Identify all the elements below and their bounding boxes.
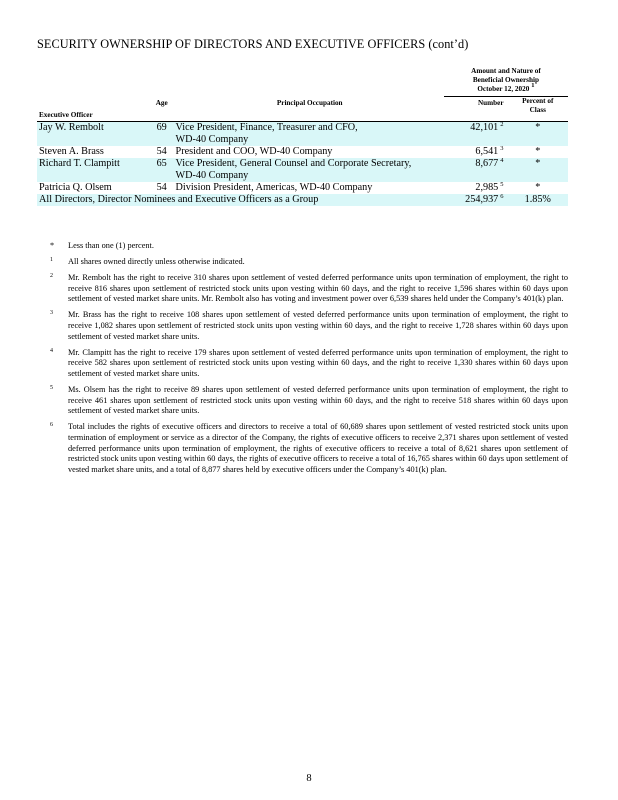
footnote-marker: 5 <box>50 385 53 392</box>
footnote-text: Total includes the rights of executive officers and directors to receive a total of 60,689 shares upon settlement of vested restricted stock units upon termination of employment or service as a director of the Company, the rights of executive officers to receive 2,371 shares upon settlement of vested deferred performance units upon termination of employment, the rights of executive officers to receive a total of 8,621 shares upon settlement of restricted stock units upon vesting within 60 days, the rights of executive officers to receive a total of 16,765 shares within 60 days upon settlement of vested market share units, and a total of 8,877 shares held by executive officers under the Company’s 401(k) plan. <box>68 422 568 474</box>
col-percent-of-class: Percent of Class <box>508 97 568 122</box>
col-executive-officer: Executive Officer <box>37 97 148 122</box>
total-label: All Directors, Director Nominees and Executive Officers as a Group <box>37 194 444 206</box>
footnote <box>50 310 568 342</box>
footnote-text: Mr. Brass has the right to receive 108 shares upon settlement of vested deferred performance units upon termination of employment, the right to receive 1,082 shares upon settlement of restricted stock units upon vesting within 60 days, and the right to receive 1,728 shares within 60 days upon settlement of vested market share units. <box>68 310 568 341</box>
footnote-text: All shares owned directly unless otherwise indicated. <box>68 257 245 267</box>
table-row <box>37 158 568 182</box>
shares-number: 8,677 $^4$ <box>444 158 508 182</box>
officer-age: 54 <box>156 145 167 157</box>
footnote-marker: 3 <box>50 310 53 317</box>
ownership-table <box>37 67 568 206</box>
footnote <box>50 385 568 417</box>
officer-name: Steven A. Brass <box>39 145 104 157</box>
footnote <box>50 241 568 252</box>
col-number: Number <box>444 97 508 122</box>
percent-of-class: * <box>508 121 568 146</box>
officer-occupation: Division President, Americas, WD-40 Company <box>175 181 373 193</box>
footnote-marker: 2 <box>50 273 53 280</box>
footnotes <box>50 241 568 481</box>
officer-name: Jay W. Rembolt <box>37 121 148 146</box>
total-number: 254,937 $^6$ <box>444 194 508 206</box>
column-header-row <box>37 97 568 122</box>
footnote <box>50 422 568 475</box>
footnote <box>50 348 568 380</box>
shares-number: 2,985 $^5$ <box>475 180 504 193</box>
footnote <box>50 257 568 268</box>
percent-of-class: * <box>535 181 541 193</box>
shares-number: 6,541 $^3$ <box>475 144 504 157</box>
footnote-text: Mr. Rembolt has the right to receive 310 shares upon settlement of vested deferred performance units upon termination of employment, the right to receive 816 shares upon settlement of restricted stock units upon vesting within 60 days, and the right to receive 1,596 shares within 60 days upon settlement of vested market share units. Mr. Rembolt also has voting and investment power over 6,539 shares held under the Company’s 401(k) plan. <box>68 273 568 304</box>
officer-age: 65 <box>148 158 176 182</box>
officer-occupation: President and COO, WD-40 Company <box>175 145 333 157</box>
officer-name: Patricia Q. Olsem <box>39 181 112 193</box>
officer-age: 69 <box>148 121 176 146</box>
table-row <box>37 146 568 158</box>
total-row <box>37 194 568 206</box>
officer-name: Richard T. Clampitt <box>37 158 148 182</box>
group-header-row <box>37 67 568 97</box>
col-principal-occupation: Principal Occupation <box>176 97 444 122</box>
percent-of-class: * <box>508 158 568 182</box>
officer-occupation: Vice President, Finance, Treasurer and CFO, WD-40 Company <box>176 121 444 146</box>
page-number: 8 <box>306 773 312 784</box>
shares-number: 42,101 $^2$ <box>444 121 508 146</box>
percent-of-class: * <box>535 145 541 157</box>
officer-age: 54 <box>156 181 167 193</box>
beneficial-ownership-header: Amount and Nature of Beneficial Ownership October 12, 2020 $^1$ <box>444 67 568 97</box>
footnote-text: Less than one (1) percent. <box>68 241 154 250</box>
col-age: Age <box>148 97 176 122</box>
total-percent: 1.85% <box>508 194 568 206</box>
officer-occupation: Vice President, General Counsel and Corporate Secretary, WD-40 Company <box>176 158 444 182</box>
footnote-marker: 6 <box>50 422 53 429</box>
footnote-marker: 4 <box>50 347 53 354</box>
footnote-marker: 1 <box>50 257 53 264</box>
section-title: SECURITY OWNERSHIP OF DIRECTORS AND EXECUTIVE OFFICERS (cont’d) <box>37 37 469 51</box>
footnote-text: Ms. Olsem has the right to receive 89 shares upon settlement of vested deferred performance units upon termination of employment, the right to receive 461 shares upon settlement of restricted stock units upon vesting within 60 days, and the right to receive 518 shares within 60 days upon settlement of vested market share units. <box>68 385 568 416</box>
table-row <box>37 121 568 146</box>
footnote-text: Mr. Clampitt has the right to receive 179 shares upon settlement of vested deferred performance units upon termination of employment, the right to receive 582 shares upon settlement of restricted stock units upon vesting within 60 days, and the right to receive 1,330 shares within 60 days upon settlement of vested market share units. <box>68 347 568 378</box>
footnote <box>50 273 568 305</box>
footnote-marker: * <box>50 241 55 250</box>
table-row <box>37 182 568 194</box>
